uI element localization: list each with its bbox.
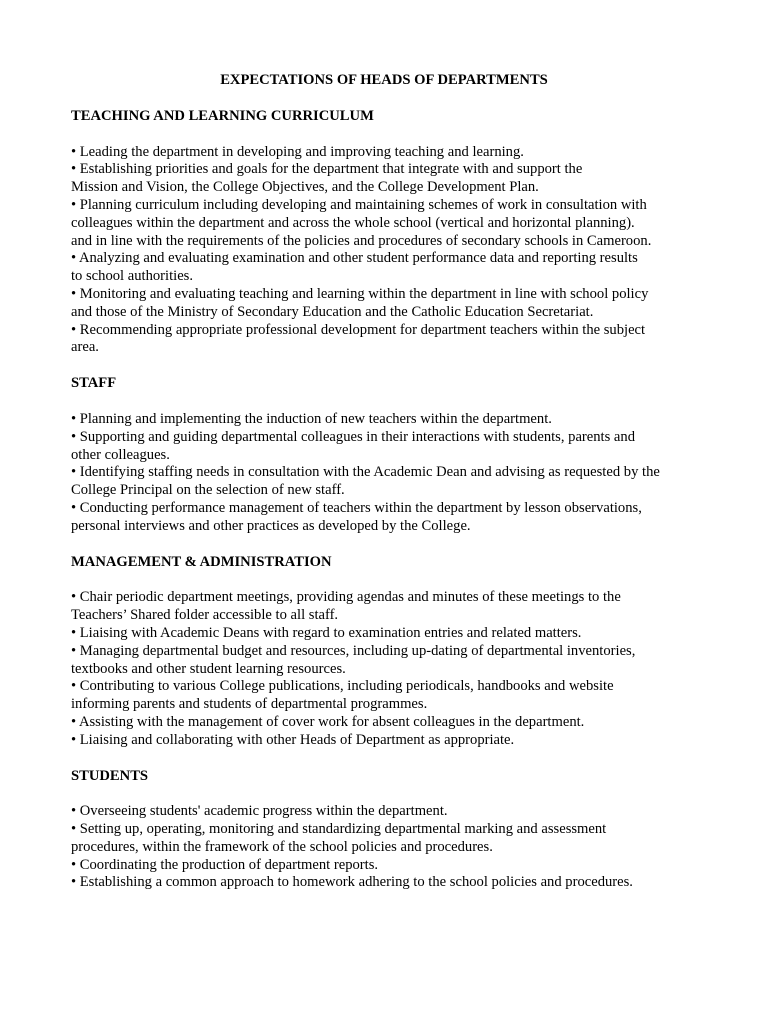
document-title: EXPECTATIONS OF HEADS OF DEPARTMENTS (220, 72, 548, 88)
text-line: • Liaising and collaborating with other Heads of Department as appropriate. (71, 731, 515, 748)
text-line: • Supporting and guiding departmental colleagues in their interactions with students, parents and (71, 428, 636, 445)
text-line: • Planning curriculum including developing and maintaining schemes of work in consultation with (71, 196, 647, 213)
text-line: • Managing departmental budget and resources, including up-dating of departmental inventories, (71, 642, 636, 659)
text-line: • Monitoring and evaluating teaching and learning within the department in line with school policy (71, 285, 649, 302)
text-line: Mission and Vision, the College Objectives, and the College Development Plan. (71, 179, 539, 196)
text-line: Teachers’ Shared folder accessible to all staff. (71, 607, 339, 624)
section-staff (71, 375, 691, 535)
text-line: • Establishing a common approach to homework adhering to the school policies and procedures. (71, 874, 633, 891)
text-line: • Leading the department in developing and improving teaching and learning. (71, 143, 524, 160)
text-line: • Establishing priorities and goals for the department that integrate with and support the (71, 161, 583, 178)
text-line: other colleagues. (71, 446, 170, 463)
section-heading: STUDENTS (71, 767, 149, 784)
text-line: • Coordinating the production of department reports. (71, 856, 379, 873)
text-line: • Analyzing and evaluating examination and other student performance data and reporting results (71, 250, 638, 267)
section-body (71, 144, 691, 358)
text-line: • Recommending appropriate professional development for department teachers within the subject (71, 321, 646, 338)
text-line: textbooks and other student learning resources. (71, 660, 346, 677)
text-line: • Setting up, operating, monitoring and standardizing departmental marking and assessment (71, 821, 607, 838)
text-line: • Planning and implementing the induction of new teachers within the department. (71, 410, 552, 427)
text-line: area. (71, 339, 99, 356)
text-line: to school authorities. (71, 268, 194, 285)
text-line: • Identifying staffing needs in consultation with the Academic Dean and advising as requested by the (71, 464, 660, 481)
text-line: College Principal on the selection of new staff. (71, 482, 345, 499)
section-body (71, 803, 691, 892)
text-line: • Overseeing students' academic progress within the department. (71, 803, 448, 820)
text-line: and those of the Ministry of Secondary Education and the Catholic Education Secretariat. (71, 303, 594, 320)
text-line: informing parents and students of departmental programmes. (71, 696, 428, 713)
text-line: procedures, within the framework of the school policies and procedures. (71, 838, 493, 855)
text-line: • Contributing to various College publications, including periodicals, handbooks and website (71, 678, 614, 695)
section-body (71, 411, 691, 536)
section-management-administration (71, 554, 691, 750)
section-teaching-learning (71, 108, 691, 357)
section-students (71, 768, 691, 893)
text-line: and in line with the requirements of the policies and procedures of secondary schools in Cameroon. (71, 232, 652, 249)
text-line: colleagues within the department and across the whole school (vertical and horizontal planning). (71, 214, 635, 231)
text-line: • Assisting with the management of cover work for absent colleagues in the department. (71, 713, 585, 730)
text-line: • Chair periodic department meetings, providing agendas and minutes of these meetings to the (71, 589, 621, 606)
text-line: personal interviews and other practices as developed by the College. (71, 517, 471, 534)
text-line: • Conducting performance management of teachers within the department by lesson observations, (71, 499, 642, 516)
section-body (71, 589, 691, 749)
section-heading: STAFF (71, 375, 117, 392)
document-page (71, 72, 691, 910)
section-heading: MANAGEMENT & ADMINISTRATION (71, 553, 332, 570)
text-line: • Liaising with Academic Deans with regard to examination entries and related matters. (71, 624, 582, 641)
section-heading: TEACHING AND LEARNING CURRICULUM (71, 107, 374, 124)
